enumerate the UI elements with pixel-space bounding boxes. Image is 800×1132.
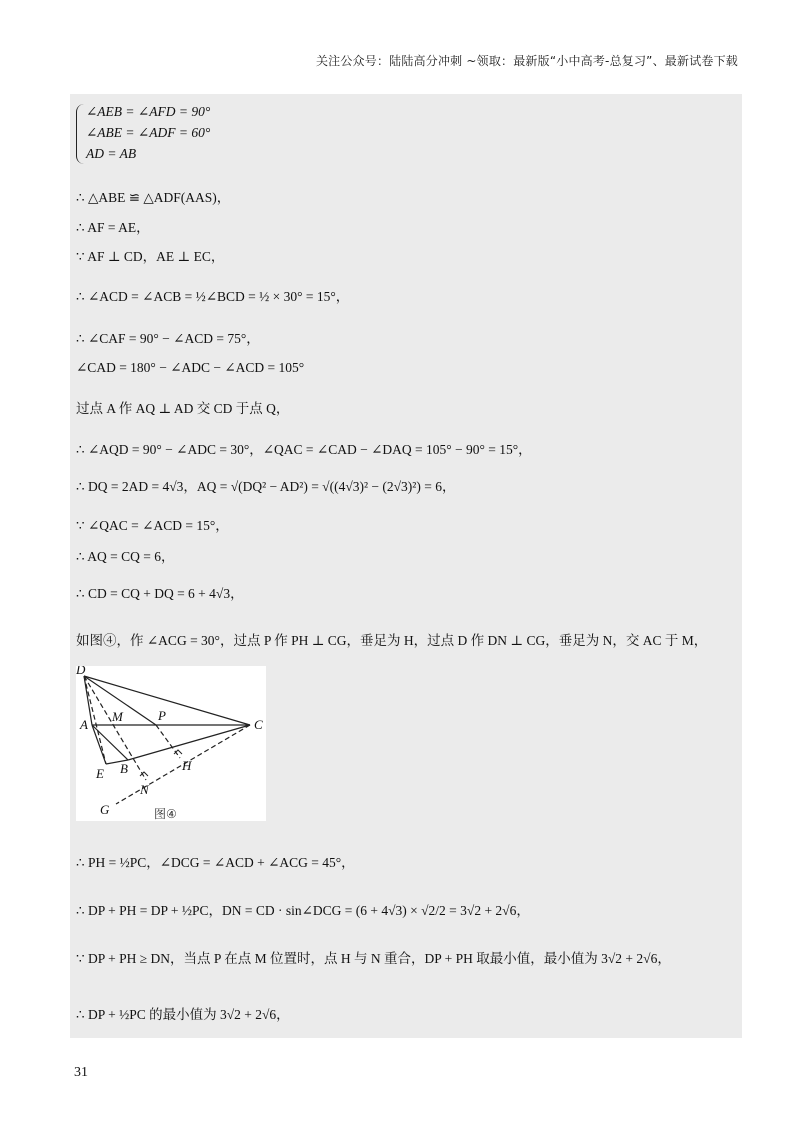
proof-line: ∴ PH = ½PC，∠DCG = ∠ACD + ∠ACG = 45°， (76, 855, 355, 870)
proof-line: ∴ DQ = 2AD = 4√3，AQ = √(DQ² − AD²) = √((4√3)² − (2√3)²) = 6， (76, 479, 456, 494)
label-M: M (112, 709, 123, 724)
label-A: A (80, 717, 88, 732)
label-D: D (76, 666, 86, 677)
segment-AE (92, 725, 106, 764)
proof-line: ∴ △ABE ≌ △ADF(AAS)， (76, 190, 231, 205)
proof-line: ∴ ∠CAF = 90° − ∠ACD = 75°， (76, 331, 260, 346)
solution-block (70, 94, 742, 1038)
proof-line: ∴ AQ = CQ = 6， (76, 549, 175, 564)
proof-line: ∴ ∠AQD = 90° − ∠ADC = 30°，∠QAC = ∠CAD − ∠DAQ = 105° − 90° = 15°， (76, 442, 532, 457)
page-number: 31 (74, 1065, 88, 1080)
proof-line: ∴ CD = CQ + DQ = 6 + 4√3， (76, 586, 244, 601)
segment-BC (128, 725, 250, 760)
proof-line: ∠CAD = 180° − ∠ADC − ∠ACD = 105° (76, 360, 305, 375)
proof-line: ∵ ∠QAC = ∠ACD = 15°， (76, 518, 229, 533)
proof-line: 如图④，作 ∠ACG = 30°，过点 P 作 PH ⊥ CG，垂足为 H，过点 D 作 DN ⊥ CG，垂足为 N，交 AC 于 M， (76, 633, 708, 648)
label-N: N (140, 782, 149, 797)
proof-line: ∴ DP + ½PC 的最小值为 3√2 + 2√6， (76, 1007, 290, 1022)
proof-line: ∴ AF = AE， (76, 220, 150, 235)
label-G: G (100, 802, 110, 817)
label-C: C (254, 717, 263, 732)
label-H: H (182, 758, 192, 773)
segment-AB (92, 725, 128, 760)
segment-PH (156, 725, 180, 758)
system-row-3: AD = AB (86, 146, 137, 161)
figure-svg (76, 666, 266, 821)
system-row-2: ∠ABE = ∠ADF = 60° (86, 125, 211, 140)
figure-caption: 图④ (154, 807, 177, 821)
proof-line: ∴ ∠ACD = ∠ACB = ½∠BCD = ½ × 30° = 15°， (76, 289, 350, 304)
system-row-1: ∠AEB = ∠AFD = 90° (86, 104, 211, 119)
left-brace (76, 104, 85, 164)
label-P: P (158, 708, 166, 723)
geometry-figure (76, 666, 266, 821)
label-B: B (120, 761, 128, 776)
proof-line: ∵ AF ⊥ CD，AE ⊥ EC， (76, 249, 225, 264)
proof-line: ∴ DP + PH = DP + ½PC，DN = CD · sin∠DCG = (6 + 4√3) × √2/2 = 3√2 + 2√6， (76, 903, 530, 918)
proof-line: ∵ DP + PH ≥ DN，当点 P 在点 M 位置时，点 H 与 N 重合，DP + PH 取最小值，最小值为 3√2 + 2√6， (76, 951, 671, 966)
proof-line: 过点 A 作 AQ ⊥ AD 交 CD 于点 Q， (76, 401, 290, 416)
page-header: 关注公众号：陆陆高分冲刺 ~领取：最新版“小中高考-总复习”、最新试卷下载 (315, 54, 738, 68)
label-E: E (96, 766, 104, 781)
